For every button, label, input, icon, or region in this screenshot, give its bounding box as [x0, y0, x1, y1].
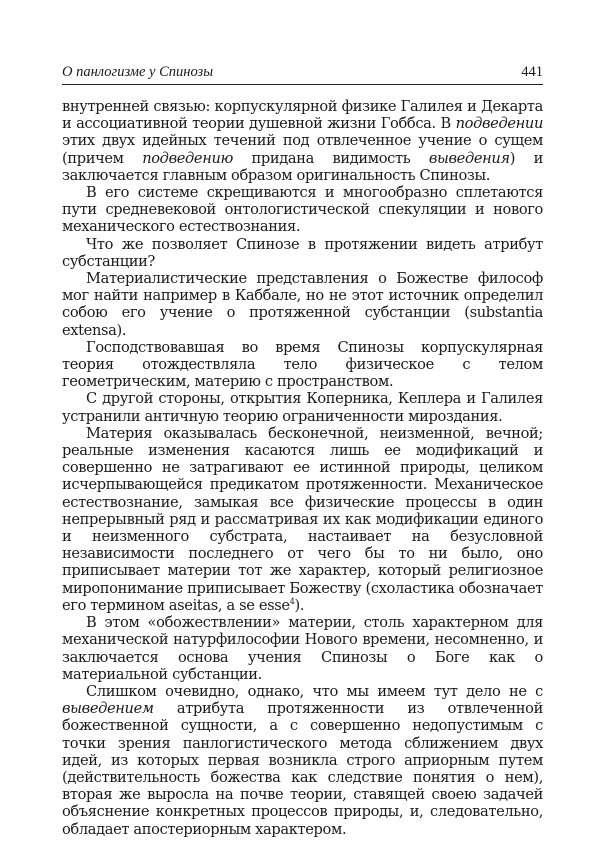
text-run: С другой стороны, открытия Коперника, Кеплера и Галилея устранили античную теорию ограниченности мироздания.	[62, 390, 543, 425]
paragraph	[62, 236, 543, 270]
text-run: Слишком очевидно, однако, что мы имеем тут дело не с	[86, 682, 543, 700]
paragraph	[62, 270, 543, 339]
text-run: внутренней связью: корпускулярной физике Галилея и Декарта и ассоциативной теории душевной жизни Гоббса. В	[62, 98, 543, 133]
footnote-marker: 4	[289, 597, 295, 607]
paragraph	[62, 390, 543, 424]
paragraph	[62, 184, 543, 236]
running-head	[62, 64, 543, 81]
text-run: ) и заключается главным образом оригинальность Спинозы.	[62, 149, 543, 184]
text-run: придана видимость	[233, 149, 429, 167]
text-run: Что же позволяет Спинозе в протяжении видеть атрибут субстанции?	[62, 235, 543, 270]
page-number: 441	[521, 64, 543, 80]
italic-emphasis: выведения	[428, 149, 510, 167]
paragraph	[62, 339, 543, 391]
text-run: атрибута протяженности из отвлеченной божественной сущности, а с совершенно недопустимым с точки зрения панлогистического метода сближением двух идей, из которых первая возникла строго априорным путем (действительность божества как следствие понятия о нем), вторая же выросла на почве теории, ставящей своею задачей объяснение конкретных процессов природы, и, следовательно, обладает апостериорным характером.	[62, 700, 543, 838]
text-run: В его системе скрещиваются и многообразно сплетаются пути средневековой онтологистической спекуляции и нового механического естествознания.	[62, 184, 543, 236]
italic-emphasis: подведению	[142, 149, 233, 167]
italic-emphasis: выведением	[62, 700, 154, 718]
paragraph	[62, 683, 543, 838]
text-run: Господствовавшая во время Спинозы корпускулярная теория отождествляла тело физическое с телом геометрическим, материю с пространством.	[62, 338, 543, 391]
italic-emphasis: подведении	[455, 115, 543, 133]
text-run: этих двух идейных течений под отвлеченное учение о сущем (причем	[62, 132, 543, 167]
body-text	[62, 98, 543, 838]
text-run: ).	[294, 596, 305, 614]
paragraph	[62, 614, 543, 683]
header-rule	[62, 84, 543, 85]
paragraph	[62, 425, 543, 614]
paragraph	[62, 98, 543, 184]
chapter-title: О панлогизме у Спинозы	[62, 64, 214, 80]
text-run: Материалистические представления о Божестве философ мог найти например в Каббале, но не этот источник определил собою его учение о протяженной субстанции (substantia extensa).	[62, 270, 543, 339]
text-run: Материя оказывалась бесконечной, неизменной, вечной; реальные изменения касаются лишь ее модификаций и совершенно не затрагивают ее истинной природы, целиком исчерпывающейся предикатом протяженности. Механическое естествознание, замыкая все физические процессы в один непрерывный ряд и рассматривая их как модификации единого и неизменного субстрата, настаивает на безусловной независимости последнего от чего бы то ни было, оно приписывает материи тот же характер, который религиозное миропонимание приписывает Божеству (схоластика обозначает его термином aseitas, a se esse	[62, 424, 543, 614]
text-run: В этом «обожествлении» материи, столь характерном для механической натурфилософии Нового времени, несомненно, и заключается основа учения Спинозы о Боге как о материальной субстанции.	[62, 614, 543, 683]
